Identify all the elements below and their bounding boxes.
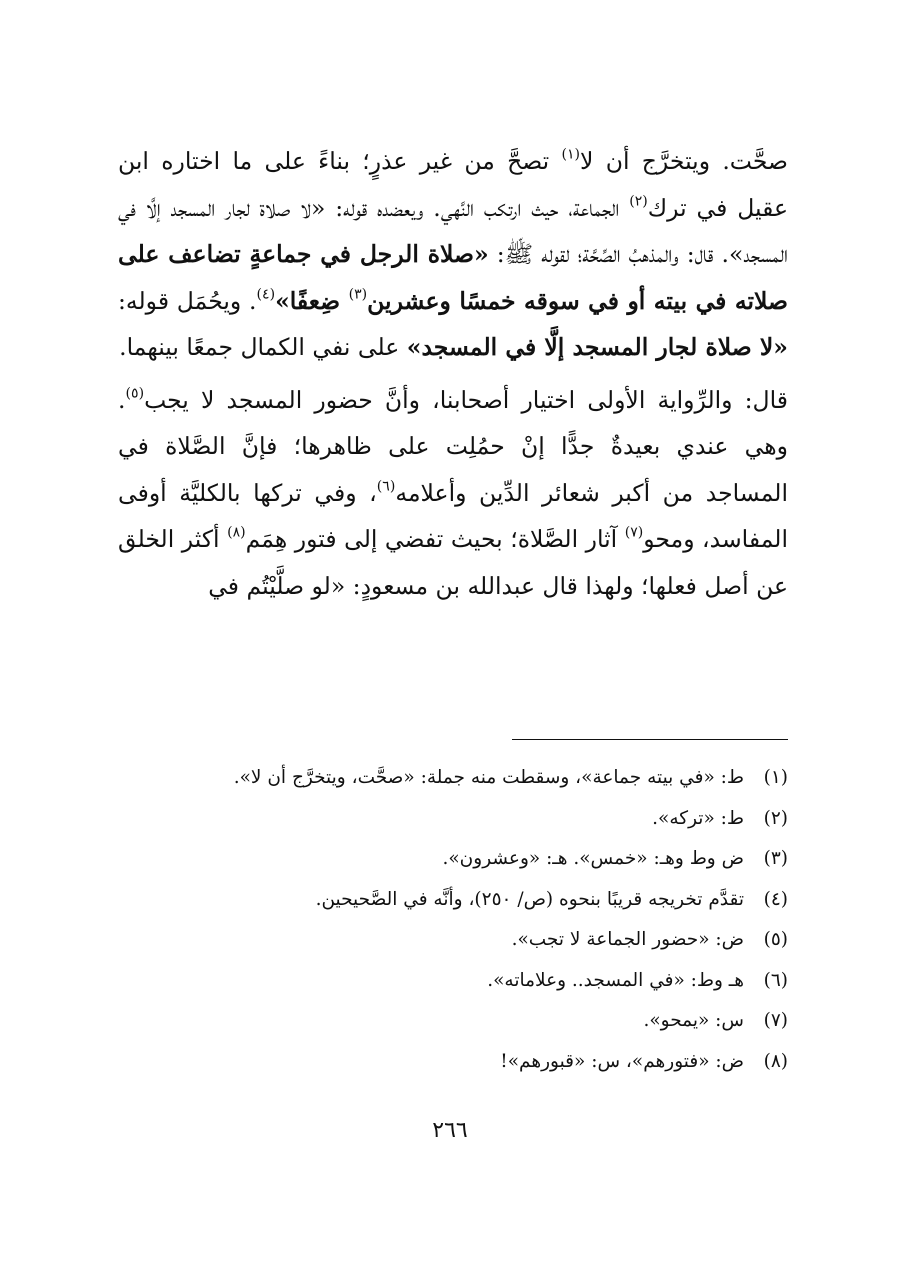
page-number: ٢٦٦ <box>432 1118 468 1143</box>
text-run: أكثر الخلق عن أصل فعلها؛ ولهذا قال عبدالله بن مسعودٍ: «لو صلَّيْتُم في <box>118 525 788 600</box>
footnote-item <box>118 799 788 840</box>
footnote-ref-6[interactable]: (٦) <box>376 477 396 494</box>
text-run: الجماعة، حيث ارتكب النَّهي. ويعضده قوله: «لا صلاة لجار المسجد إلَّا في المسجد». قال: والمذهبُ الصِّحَّة؛ لقوله ﷺ: <box>118 193 788 268</box>
paragraph-1 <box>118 138 788 371</box>
footnote-number: (٨) <box>763 1050 788 1072</box>
footnote-number: (٣) <box>763 848 788 869</box>
footnote-item <box>118 1042 788 1083</box>
footnote-number: (١) <box>763 767 788 788</box>
footnote-item <box>118 758 788 799</box>
text-run: قال: والرِّواية الأولى اختيار أصحابنا، وأنَّ حضور المسجد لا يجب <box>144 385 788 414</box>
text-run: على نفي الكمال جمعًا بينهما. <box>119 333 407 361</box>
text-run: . ويحُمَل قوله: <box>118 286 257 315</box>
paragraph-2 <box>118 377 788 610</box>
footnote-text: ض: «فتورهم»، س: «قبورهم»! <box>500 1050 744 1072</box>
footnote-number: (٦) <box>763 969 788 991</box>
footnote-number: (٧) <box>763 1010 788 1031</box>
footnote-ref-4[interactable]: (٤) <box>256 285 276 302</box>
footnote-ref-5[interactable]: (٥) <box>125 384 145 401</box>
footnote-number: (٥) <box>763 929 788 950</box>
footnote-ref-8[interactable]: (٨) <box>227 524 246 541</box>
hadith-quote: «صلاة الرجل في جماعةٍ تضاعف على صلاته في بيته أو في سوقه خمسًا وعشرين <box>118 240 788 315</box>
footnote-text: ض: «حضور الجماعة لا تجب». <box>511 929 744 950</box>
footnotes-list <box>118 758 788 1082</box>
footnote-text: هـ وط: «في المسجد.. وعلاماته». <box>487 969 744 991</box>
text-run: تصحَّ من غير عذرٍ؛ بناءً على ما اختاره ابن عقيل في ترك <box>118 147 788 222</box>
hadith-quote: «لا صلاة لجار المسجد إلَّا في المسجد» <box>406 333 788 361</box>
footnote-text: ض وط وهـ: «خمس». هـ: «وعشرون». <box>442 848 744 869</box>
footnote-text: ط: «في بيته جماعة»، وسقطت منه جملة: «صحَّت، ويتخرَّج أن لا». <box>233 767 744 788</box>
footnote-item <box>118 920 788 961</box>
footnote-item <box>118 961 788 1002</box>
footnote-text: س: «يمحو». <box>643 1010 744 1031</box>
footnote-number: (٢) <box>763 807 788 829</box>
footnote-ref-1[interactable]: (١) <box>561 146 581 163</box>
footnote-item <box>118 1001 788 1042</box>
footnote-text: تقدَّم تخريجه قريبًا بنحوه (ص/ ٢٥٠)، وأنَّه في الصَّحيحين. <box>315 888 744 910</box>
footnote-ref-7[interactable]: (٧) <box>624 524 644 541</box>
main-text <box>118 138 788 609</box>
footnote-ref-3[interactable]: (٣) <box>348 285 368 302</box>
footnote-separator <box>512 739 788 740</box>
text-run: ، وفي تركها بالكليَّة أوفى المفاسد، ومحو <box>118 478 788 553</box>
footnote-number: (٤) <box>763 888 788 910</box>
footnote-item <box>118 839 788 880</box>
footnote-ref-2[interactable]: (٢) <box>629 192 648 209</box>
text-run: . وهي عندي بعيدةٌ جدًّا إنْ حمُلِت على ظاهرها؛ فإنَّ الصَّلاة في المساجد من أكبر شعائر الدِّين وأعلامه <box>118 385 789 507</box>
hadith-quote: ضِعفًا» <box>275 286 349 315</box>
footnote-text: ط: «تركه». <box>652 807 744 829</box>
text-run: صحَّت. ويتخرَّج أن لا <box>580 147 788 175</box>
text-run: آثار الصَّلاة؛ بحيث تفضي إلى فتور هِمَم <box>245 525 625 553</box>
footnote-item <box>118 880 788 921</box>
